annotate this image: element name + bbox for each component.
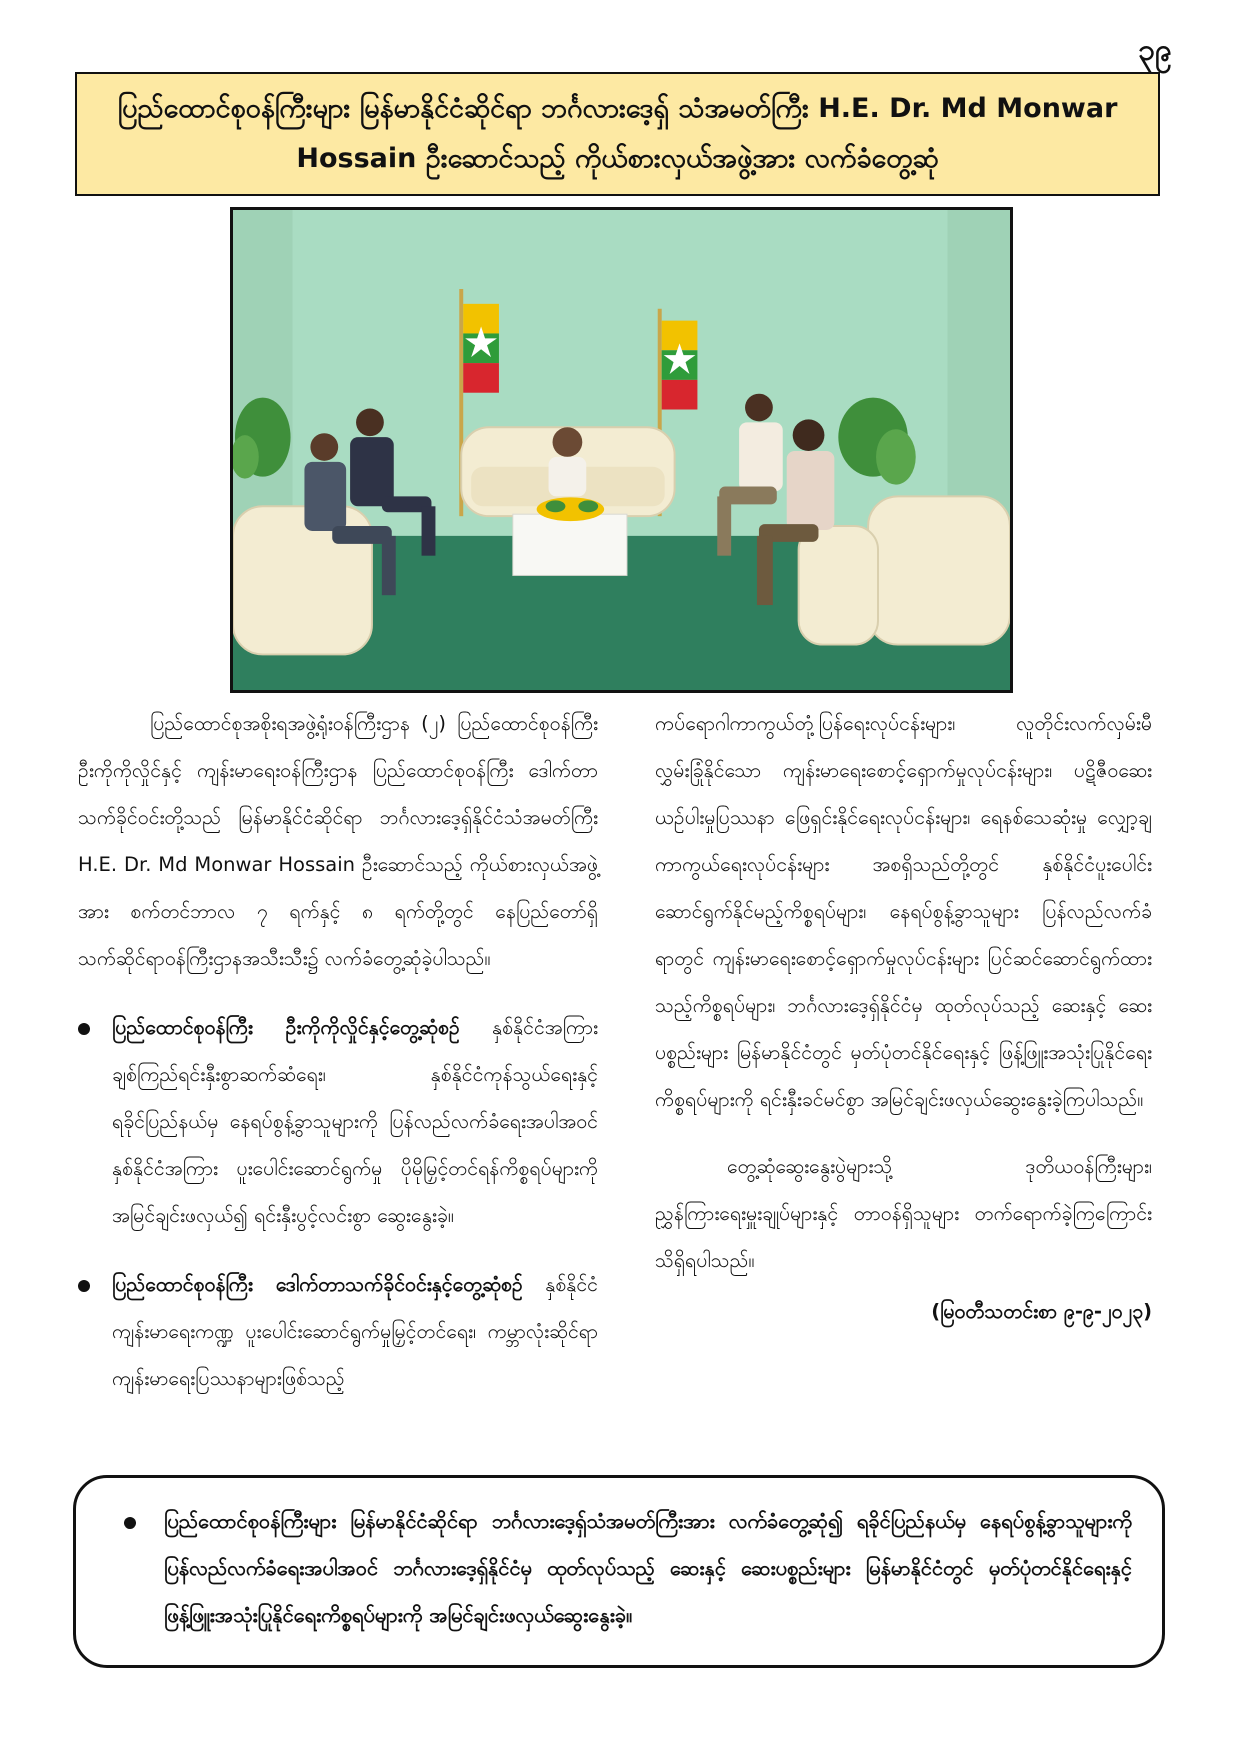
bullet-lead: ပြည်ထောင်စုဝန်ကြီး ဒေါက်တာသက်ခိုင်ဝင်းနှင့်တွေ့ဆုံစဉ် [112, 1273, 523, 1296]
right-column [655, 700, 1152, 1335]
continuation-paragraph: ကပ်ရောဂါကာကွယ်တုံ့ပြန်ရေးလုပ်ငန်းများ၊ လူတိုင်းလက်လှမ်းမီ လွှမ်းခြုံနိုင်သော ကျန်းမာရေးစောင့်ရှောက်မှုလုပ်ငန်းများ၊ ပဋိဇီဝဆေးယဉ်ပါးမှုပြဿနာ ဖြေရှင်းနိုင်ရေးလုပ်ငန်းများ၊ ရေနစ်သေဆုံးမှု လျှော့ချကာကွယ်ရေးလုပ်ငန်းများ အစရှိသည်တို့တွင် နှစ်နိုင်ငံပူးပေါင်းဆောင်ရွက်နိုင်မည့်ကိစ္စရပ်များ၊ နေရပ်စွန့်ခွာသူများ ပြန်လည်လက်ခံရာတွင် ကျန်းမာရေးစောင့်ရှောက်မှုလုပ်ငန်းများ ပြင်ဆင်ဆောင်ရွက်ထားသည့်ကိစ္စရပ်များ၊ ဘင်္ဂလားဒေ့ရှ်နိုင်ငံမှ ထုတ်လုပ်သည့် ဆေးနှင့် ဆေးပစ္စည်းများ မြန်မာနိုင်ငံတွင် မှတ်ပုံတင်နိုင်ရေးနှင့် ဖြန့်ဖြူးအသုံးပြုနိုင်ရေး ကိစ္စရပ်များကို ရင်းနှီးခင်မင်စွာ အမြင်ချင်းဖလှယ်ဆွေးနွေးခဲ့ကြပါသည်။ [655, 712, 1152, 1111]
bullet-item [78, 1004, 598, 1239]
meeting-photo [230, 207, 1013, 693]
summary-box [73, 1475, 1165, 1668]
center-person [549, 427, 587, 496]
closing-paragraph: တွေ့ဆုံဆွေးနွေးပွဲများသို့ ဒုတိယဝန်ကြီးများ၊ ညွှန်ကြားရေးမှူးချုပ်များနှင့် တာဝန်ရှိသူများ တက်ရောက်ခဲ့ကြကြောင်း သိရှိရပါသည်။ [655, 1155, 1152, 1272]
bullet-lead: ပြည်ထောင်စုဝန်ကြီး ဦးကိုကိုလှိုင်နှင့်တွေ့ဆုံစဉ် [112, 1016, 460, 1039]
page-number: ၃၉ [1138, 33, 1172, 68]
source-citation: (မြဝတီသတင်းစာ ၉-၉-၂၀၂၃) [931, 1300, 1152, 1323]
bullet-text: နှစ်နိုင်ငံကျန်းမာရေးကဏ္ဍ ပူးပေါင်းဆောင်ရွက်မှုမြှင့်တင်ရေး၊ ကမ္ဘာလုံးဆိုင်ရာကျန်းမာရေးပြဿနာများဖြစ်သည့် [112, 1273, 599, 1390]
headline-line-2: Hossain ဦးဆောင်သည့် ကိုယ်စားလှယ်အဖွဲ့အား လက်ခံတွေ့ဆုံ [296, 143, 939, 174]
intro-paragraph: ပြည်ထောင်စုအစိုးရအဖွဲ့ရုံးဝန်ကြီးဌာန (၂) ပြည်ထောင်စုဝန်ကြီး ဦးကိုကိုလှိုင်နှင့် ကျန်းမာရေးဝန်ကြီးဌာန ပြည်ထောင်စုဝန်ကြီး ဒေါက်တာသက်ခိုင်ဝင်းတို့သည် မြန်မာနိုင်ငံဆိုင်ရာ ဘင်္ဂလားဒေ့ရှ်နိုင်ငံသံအမတ်ကြီး H.E. Dr. Md Monwar Hossain ဦးဆောင်သည့် ကိုယ်စားလှယ်အဖွဲ့အား စက်တင်ဘာလ ၇ ရက်နှင့် ၈ ရက်တို့တွင် နေပြည်တော်ရှိ သက်ဆိုင်ရာဝန်ကြီးဌာနအသီးသီး၌ လက်ခံတွေ့ဆုံခဲ့ပါသည်။ [78, 712, 598, 970]
bullet-text: နှစ်နိုင်ငံအကြား ချစ်ကြည်ရင်းနှီးစွာဆက်ဆံရေး၊ နှစ်နိုင်ငံကုန်သွယ်ရေးနှင့် ရခိုင်ပြည်နယ်မှ နေရပ်စွန့်ခွာသူများကို ပြန်လည်လက်ခံရေးအပါအဝင် နှစ်နိုင်ငံအကြား ပူးပေါင်းဆောင်ရွက်မှု ပိုမိုမြှင့်တင်ရန်ကိစ္စရပ်များကို အမြင်ချင်းဖလှယ်၍ ရင်းနှီးပွင့်လင်းစွာ ဆွေးနွေးခဲ့။ [112, 1016, 598, 1227]
headline-line-1: ပြည်ထောင်စုဝန်ကြီးများ မြန်မာနိုင်ငံဆိုင်ရာ ဘင်္ဂလားဒေ့ရှ် သံအမတ်ကြီး H.E. Dr. Md Monwar [117, 93, 1118, 124]
bullet-item [78, 1261, 598, 1402]
headline-box [75, 72, 1160, 196]
meeting-bullets [78, 1004, 598, 1402]
summary-text: ပြည်ထောင်စုဝန်ကြီးများ မြန်မာနိုင်ငံဆိုင်ရာ ဘင်္ဂလားဒေ့ရှ်သံအမတ်ကြီးအား လက်ခံတွေ့ဆုံ၍ ရခိုင်ပြည်နယ်မှ နေရပ်စွန့်ခွာသူများကို ပြန်လည်လက်ခံရေးအပါအဝင် ဘင်္ဂလားဒေ့ရှ်နိုင်ငံမှ ထုတ်လုပ်သည့် ဆေးနှင့် ဆေးပစ္စည်းများ မြန်မာနိုင်ငံတွင် မှတ်ပုံတင်နိုင်ရေးနှင့် ဖြန့်ဖြူးအသုံးပြုနိုင်ရေးကိစ္စရပ်များကို အမြင်ချင်းဖလှယ်ဆွေးနွေးခဲ့။ [106, 1498, 1132, 1639]
meeting-photo-illustration [233, 210, 1010, 690]
left-column [78, 700, 598, 1424]
